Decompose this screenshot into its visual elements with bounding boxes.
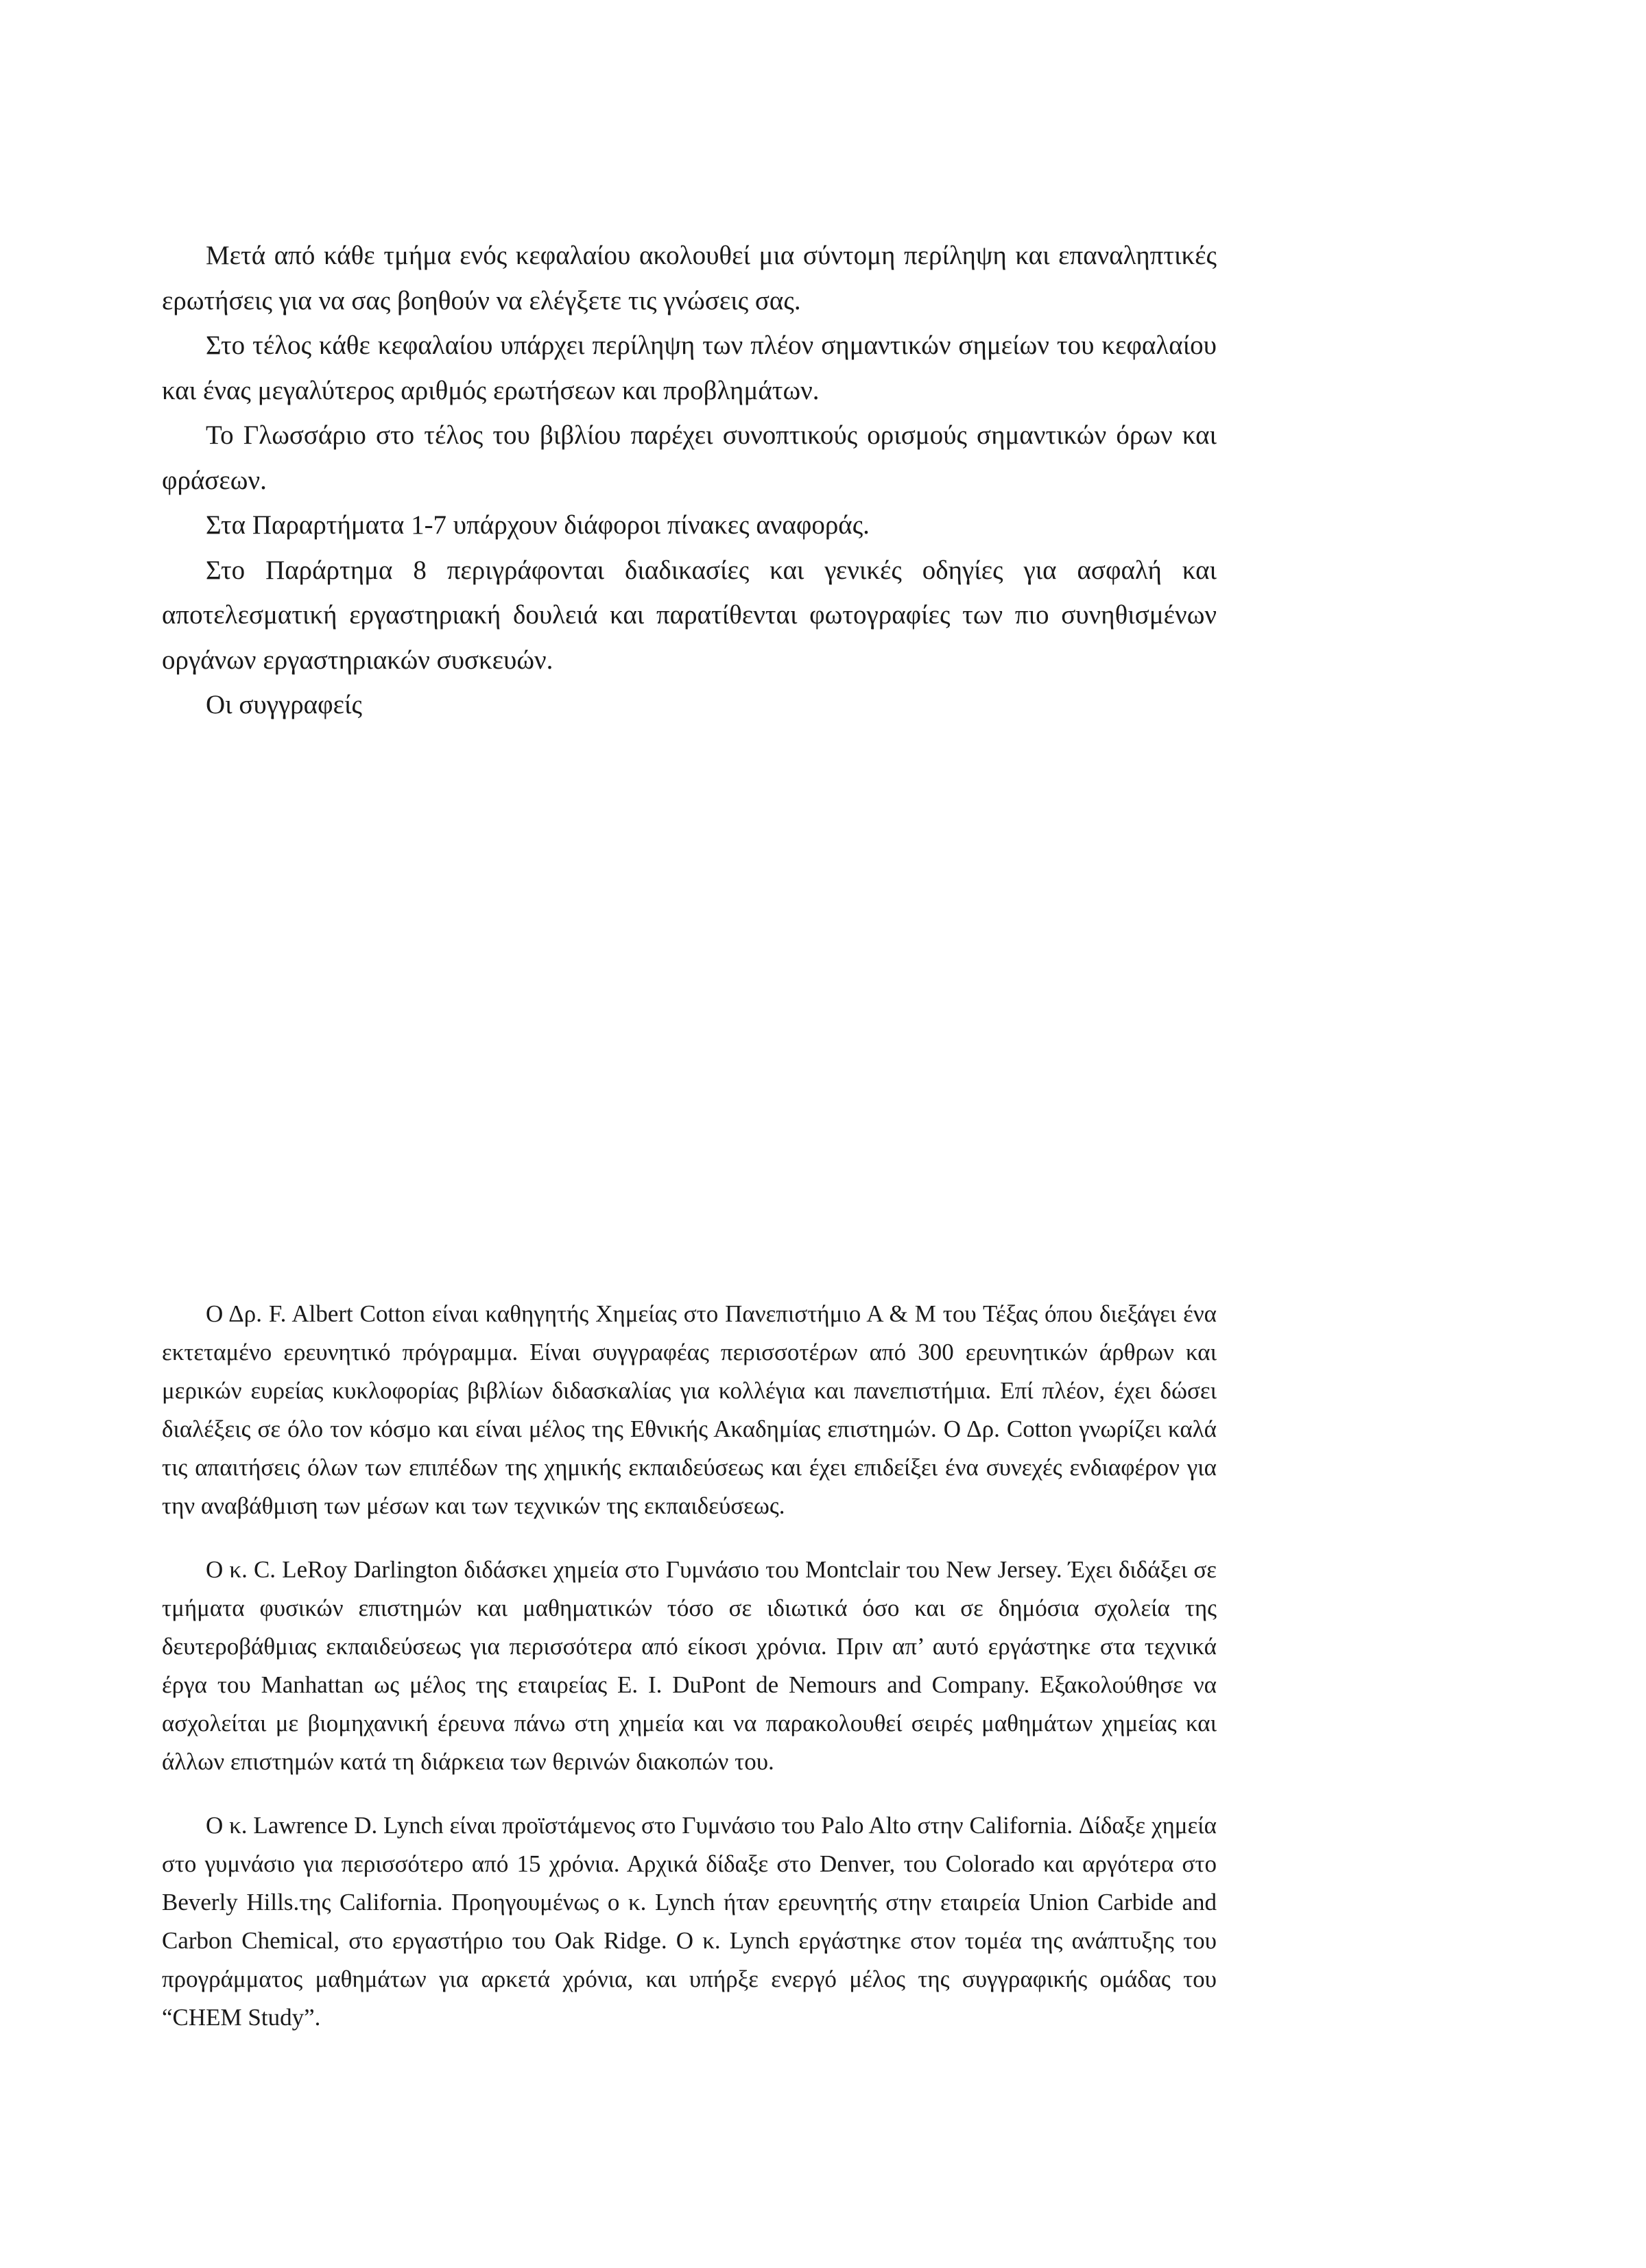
bio-darlington: Ο κ. C. LeRoy Darlington διδάσκει χημεία στο Γυμνάσιο του Montclair του New Jersey. Έχει διδάξει σε τμήματα φυσικών επιστημών και μαθηματικών τόσο σε ιδιωτικά όσο και σε δημόσια σχολεία της δευτεροβάθμιας εκπαιδεύσεως για περισσότερα από είκοσι χρόνια. Πριν απ’ αυτό εργάστηκε στα τεχνικά έργα του Manhattan ως μέλος της εταιρείας E. I. DuPont de Nemours and Company. Εξακολούθησε να ασχολείται με βιομηχανική έρευνα πάνω στη χημεία και να παρακολουθεί σειρές μαθημάτων χημείας και άλλων επιστημών κατά τη διάρκεια των θερινών διακοπών του. <box>162 1556 1217 1775</box>
bio-lynch: Ο κ. Lawrence D. Lynch είναι προϊστάμενος στο Γυμνάσιο του Palo Alto στην California. Δίδαξε χημεία στο γυμνάσιο για περισσότερο από 15 χρόνια. Αρχικά δίδαξε στο Denver, του Colorado και αργότερα στο Beverly Hills.της California. Προηγουμένως ο κ. Lynch ήταν ερευνητής στην εταιρεία Union Carbide and Carbon Chemical, στο εργαστήριο του Oak Ridge. Ο κ. Lynch εργάστηκε στον τομέα της ανάπτυξης του προγράμματος μαθημάτων για αρκετά χρόνια, και υπήρξε ενεργό μέλος της συγγραφικής ομάδας του “CHEM Study”. <box>162 1812 1217 2031</box>
preface-paragraph: Μετά από κάθε τμήμα ενός κεφαλαίου ακολουθεί μια σύντομη περίληψη και επαναληπτικές ερωτήσεις για να σας βοηθούν να ελέγξετε τις γνώσεις σας. <box>162 241 1217 315</box>
preface-section <box>162 233 1217 728</box>
preface-paragraph: Στα Παραρτήματα 1-7 υπάρχουν διάφοροι πίνακες αναφοράς. <box>206 510 870 540</box>
author-biographies <box>162 1295 1217 2037</box>
preface-paragraph: Στο τέλος κάθε κεφαλαίου υπάρχει περίληψη των πλέον σημαντικών σημείων του κεφαλαίου και ένας μεγαλύτερος αριθμός ερωτήσεων και προβλημάτων. <box>162 331 1217 405</box>
authors-signature: Οι συγγραφείς <box>206 690 362 719</box>
bio-cotton: Ο Δρ. F. Albert Cotton είναι καθηγητής Χημείας στο Πανεπιστήμιο Α & Μ του Τέξας όπου διεξάγει ένα εκτεταμένο ερευνητικό πρόγραμμα. Είναι συγγραφέας περισσοτέρων από 300 ερευνητικών άρθρων και μερικών ευρείας κυκλοφορίας βιβλίων διδασκαλίας για κολλέγια και πανεπιστήμια. Επί πλέον, έχει δώσει διαλέξεις σε όλο τον κόσμο και είναι μέλος της Εθνικής Ακαδημίας επιστημών. Ο Δρ. Cotton γνωρίζει καλά τις απαιτήσεις όλων των επιπέδων της χημικής εκπαιδεύσεως και έχει επιδείξει ένα συνεχές ενδιαφέρον για την αναβάθμιση των μέσων και των τεχνικών της εκπαιδεύσεως. <box>162 1300 1217 1519</box>
preface-paragraph: Στο Παράρτημα 8 περιγράφονται διαδικασίες και γενικές οδηγίες για ασφαλή και αποτελεσματική εργαστηριακή δουλειά και παρατίθενται φωτογραφίες των πιο συνηθισμένων οργάνων εργαστηριακών συσκευών. <box>162 555 1217 675</box>
preface-paragraph: Το Γλωσσάριο στο τέλος του βιβλίου παρέχει συνοπτικούς ορισμούς σημαντικών όρων και φράσεων. <box>162 420 1217 495</box>
